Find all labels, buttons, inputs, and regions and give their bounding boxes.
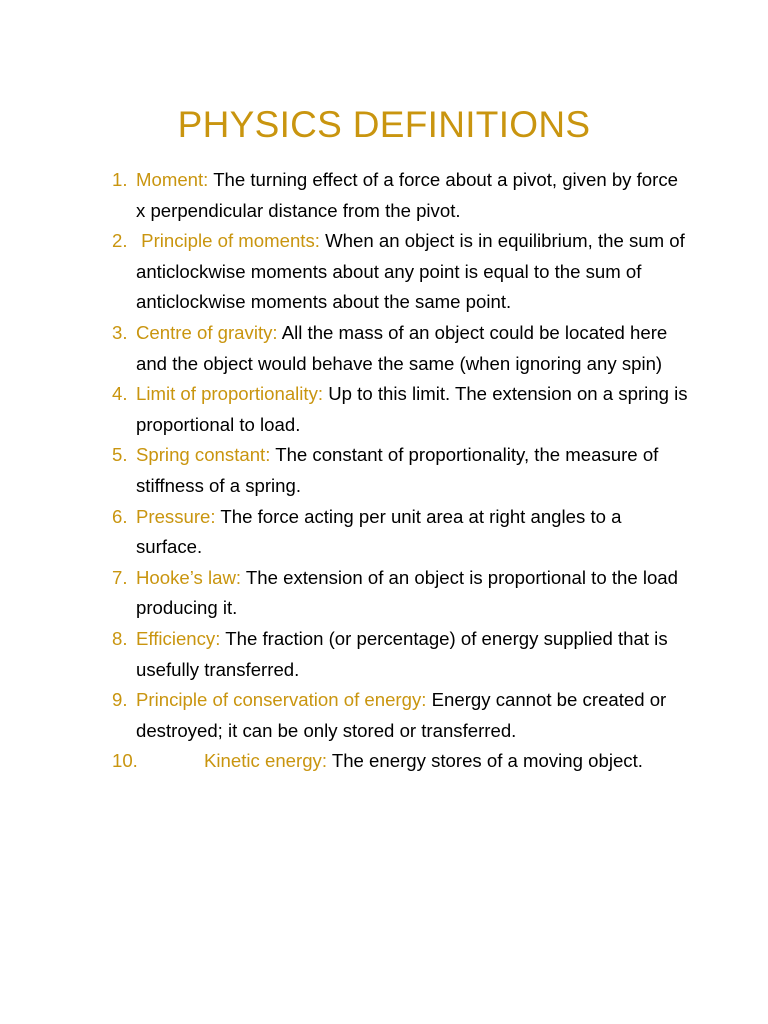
definition-text: The fraction (or percentage) of energy supplied that is usefully transferred. bbox=[136, 627, 668, 680]
definition-item-principle-of-moments bbox=[112, 226, 692, 318]
definition-term: Principle of moments: bbox=[136, 230, 320, 252]
definition-term: Kinetic energy: bbox=[204, 750, 327, 772]
definition-number: 9. bbox=[112, 689, 128, 711]
definition-text: When an object is in equilibrium, the sum of anticlockwise moments about any point is equal to the sum of anticlockwise moments about the same point. bbox=[136, 230, 685, 313]
definition-number: 1. bbox=[112, 169, 128, 190]
definition-item-efficiency bbox=[112, 624, 692, 685]
definition-term: Spring constant: bbox=[136, 444, 271, 466]
definition-item-limit-of-proportionality bbox=[112, 379, 692, 440]
definition-number: 8. bbox=[112, 627, 128, 649]
definition-item-pressure bbox=[112, 502, 692, 563]
definition-number: 3. bbox=[112, 321, 128, 343]
definition-item-hookes-law bbox=[112, 563, 692, 624]
definition-text: The energy stores of a moving object. bbox=[331, 750, 643, 772]
definition-term: Efficiency: bbox=[136, 627, 221, 649]
definitions-list bbox=[112, 165, 692, 777]
definition-item-centre-of-gravity bbox=[112, 318, 692, 379]
definition-text: The turning effect of a force about a pivot, given by force x perpendicular distance from the pivot. bbox=[136, 169, 678, 221]
definition-term: Centre of gravity: bbox=[136, 321, 278, 343]
definition-term: Pressure: bbox=[136, 505, 216, 527]
definition-term: Principle of conservation of energy: bbox=[136, 689, 427, 711]
definition-number: 6. bbox=[112, 505, 128, 527]
definition-item-moment bbox=[112, 165, 692, 226]
definition-text: The constant of proportionality, the measure of stiffness of a spring. bbox=[136, 444, 659, 496]
definition-item-spring-constant bbox=[112, 440, 692, 501]
definition-term: Moment: bbox=[136, 169, 209, 190]
definition-text: Up to this limit. The extension on a spring is proportional to load. bbox=[136, 383, 688, 435]
definition-number: 5. bbox=[112, 444, 128, 466]
definition-text: All the mass of an object could be located here and the object would behave the same (when ignoring any spin) bbox=[136, 321, 668, 374]
definition-term: Hooke’s law: bbox=[136, 566, 242, 588]
definition-text: Energy cannot be created or destroyed; it can be only stored or transferred. bbox=[136, 689, 667, 741]
definition-number: 4. bbox=[112, 383, 128, 405]
definition-number: 10. bbox=[112, 750, 138, 772]
definition-number: 7. bbox=[112, 566, 128, 588]
definition-text: The force acting per unit area at right angles to a surface. bbox=[136, 505, 622, 558]
definition-item-conservation-of-energy bbox=[112, 685, 692, 746]
definition-text: The extension of an object is proportional to the load producing it. bbox=[136, 566, 678, 619]
page-title: PHYSICS DEFINITIONS bbox=[177, 104, 591, 145]
definition-number: 2. bbox=[112, 230, 128, 252]
definition-term: Limit of proportionality: bbox=[136, 383, 324, 405]
definition-item-kinetic-energy bbox=[112, 746, 692, 777]
